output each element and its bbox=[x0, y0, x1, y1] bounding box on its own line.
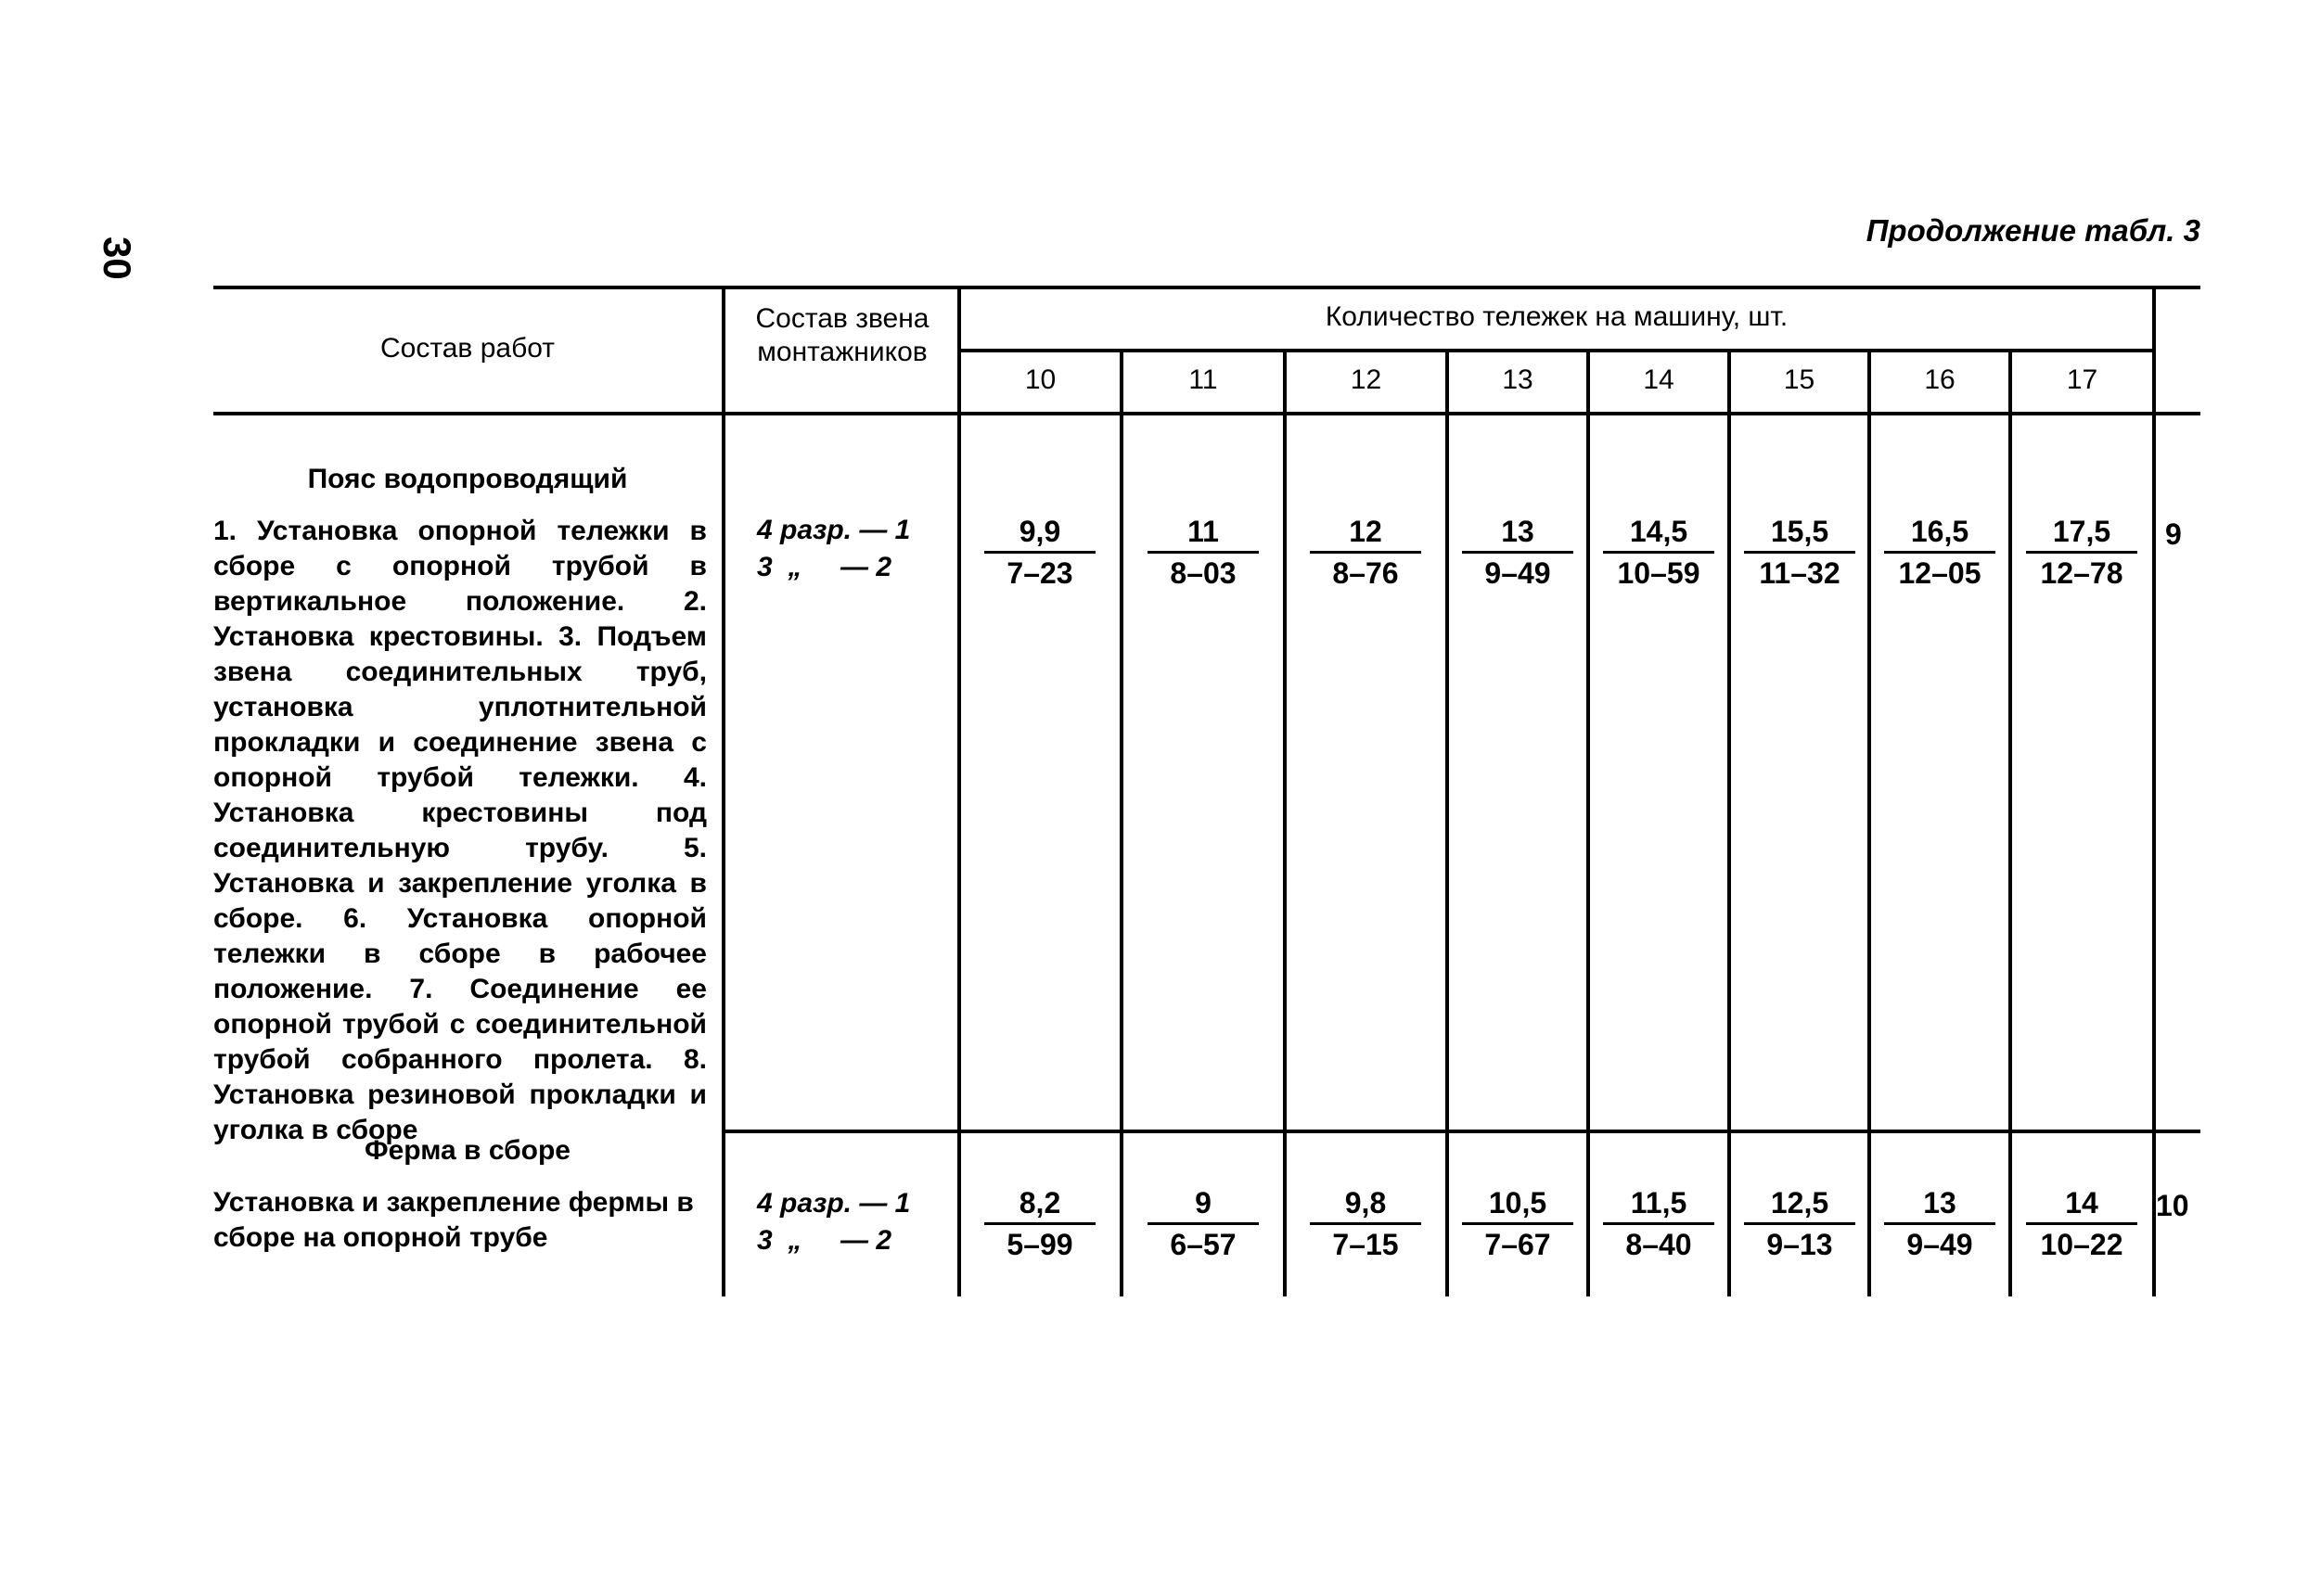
count-column-rule bbox=[1586, 349, 1590, 1296]
value-cell bbox=[2026, 1185, 2137, 1262]
value-denominator: 5–99 bbox=[1007, 1228, 1073, 1261]
header-count-12: 12 bbox=[1350, 364, 1382, 395]
value-cell bbox=[1148, 1185, 1259, 1262]
crew-composition bbox=[757, 1185, 910, 1259]
value-denominator: 10–59 bbox=[1617, 556, 1700, 590]
count-column-rule bbox=[957, 286, 961, 1296]
header-count-13: 13 bbox=[1502, 364, 1533, 395]
value-cell bbox=[1884, 514, 1995, 591]
value-cell bbox=[1462, 514, 1573, 591]
value-denominator: 9–49 bbox=[1906, 1228, 1973, 1261]
work-description: 1. Установка опорной тележки в сборе с опорной трубой в вертикальное положение. 2. Установка крестовины. 3. Подъем звена соединительных труб, установка уплотнительной прокладки и соединение звена с опорной трубой тележки. 4. Установка крестовины под соединительную трубу. 5. Установка и закрепление уголка в сборе. 6. Установка опорной тележки в сборе в рабочее положение. 7. Соединение ее опорной трубой с соединительной трубой собранного пролета. 8. Установка резиновой прокладки и уголка в сборе bbox=[213, 516, 707, 1145]
row-number: 10 bbox=[2156, 1189, 2189, 1222]
count-column-rule bbox=[1867, 349, 1871, 1296]
header-count-17: 17 bbox=[2066, 364, 2098, 395]
crew-line: 3 „ — 2 bbox=[757, 552, 892, 582]
value-denominator: 8–40 bbox=[1625, 1228, 1692, 1261]
value-denominator: 6–57 bbox=[1170, 1228, 1237, 1261]
header-count-16: 16 bbox=[1924, 364, 1956, 395]
norms-table bbox=[213, 286, 2200, 1296]
value-numerator: 17,5 bbox=[2026, 514, 2137, 554]
value-denominator: 9–49 bbox=[1484, 556, 1551, 590]
value-cell bbox=[1462, 1185, 1573, 1262]
header-bottom-rule bbox=[213, 412, 2200, 415]
section-title: Пояс водопроводящий bbox=[307, 464, 628, 494]
value-cell bbox=[2026, 514, 2137, 591]
count-column-rule bbox=[1283, 349, 1287, 1296]
value-numerator: 16,5 bbox=[1884, 514, 1995, 554]
crew-column-rule bbox=[722, 286, 725, 1296]
table-top-rule bbox=[213, 286, 2200, 289]
value-cell bbox=[1148, 514, 1259, 591]
value-cell bbox=[984, 1185, 1096, 1262]
value-cell bbox=[984, 514, 1096, 591]
value-denominator: 12–78 bbox=[2040, 556, 2123, 590]
header-count-15: 15 bbox=[1783, 364, 1815, 395]
value-numerator: 11 bbox=[1148, 514, 1259, 554]
value-numerator: 14 bbox=[2026, 1185, 2137, 1225]
value-numerator: 13 bbox=[1884, 1185, 1995, 1225]
value-denominator: 10–22 bbox=[2040, 1228, 2123, 1261]
value-denominator: 7–15 bbox=[1332, 1228, 1399, 1261]
header-count-14: 14 bbox=[1643, 364, 1674, 395]
value-numerator: 10,5 bbox=[1462, 1185, 1573, 1225]
value-denominator: 8–03 bbox=[1170, 556, 1237, 590]
value-cell bbox=[1744, 514, 1855, 591]
value-numerator: 11,5 bbox=[1603, 1185, 1714, 1225]
value-cell bbox=[1310, 1185, 1421, 1262]
value-numerator: 13 bbox=[1462, 514, 1573, 554]
group-header-rule bbox=[957, 349, 2152, 352]
value-denominator: 11–32 bbox=[1759, 556, 1840, 590]
value-numerator: 9,8 bbox=[1310, 1185, 1421, 1225]
value-cell bbox=[1603, 514, 1714, 591]
page-number: 30 bbox=[96, 236, 139, 280]
count-column-rule bbox=[2008, 349, 2012, 1296]
value-denominator: 12–05 bbox=[1898, 556, 1981, 590]
crew-composition bbox=[757, 512, 910, 586]
value-cell bbox=[1603, 1185, 1714, 1262]
row-number: 9 bbox=[2165, 517, 2182, 551]
crew-line: 3 „ — 2 bbox=[757, 1225, 892, 1256]
count-column-rule bbox=[1445, 349, 1449, 1296]
value-cell bbox=[1744, 1185, 1855, 1262]
value-numerator: 9 bbox=[1148, 1185, 1259, 1225]
table-caption: Продолжение табл. 3 bbox=[1866, 213, 2200, 248]
section-title: Ферма в сборе bbox=[365, 1135, 571, 1166]
value-numerator: 8,2 bbox=[984, 1185, 1096, 1225]
value-numerator: 15,5 bbox=[1744, 514, 1855, 554]
count-column-rule bbox=[1120, 349, 1123, 1296]
value-numerator: 14,5 bbox=[1603, 514, 1714, 554]
crew-line: 4 разр. — 1 bbox=[757, 1188, 911, 1219]
count-column-rule bbox=[2152, 286, 2156, 1296]
value-denominator: 8–76 bbox=[1332, 556, 1399, 590]
value-denominator: 7–67 bbox=[1484, 1228, 1551, 1261]
value-numerator: 9,9 bbox=[984, 514, 1096, 554]
crew-line: 4 разр. — 1 bbox=[757, 515, 911, 545]
work-description: Установка и закрепление фермы в сборе на опорной трубе bbox=[213, 1187, 694, 1253]
value-numerator: 12,5 bbox=[1744, 1185, 1855, 1225]
header-work: Состав работ bbox=[379, 333, 556, 364]
row-divider-rule bbox=[722, 1130, 2200, 1133]
value-cell bbox=[1884, 1185, 1995, 1262]
value-denominator: 9–13 bbox=[1766, 1228, 1833, 1261]
header-crew: Состав звена монтажников bbox=[755, 303, 930, 367]
value-numerator: 12 bbox=[1310, 514, 1421, 554]
count-column-rule bbox=[1727, 349, 1731, 1296]
value-denominator: 7–23 bbox=[1007, 556, 1073, 590]
header-count-11: 11 bbox=[1188, 364, 1218, 395]
header-count-10: 10 bbox=[1024, 364, 1057, 395]
value-cell bbox=[1310, 514, 1421, 591]
header-count-group: Количество тележек на машину, шт. bbox=[1325, 301, 1789, 332]
